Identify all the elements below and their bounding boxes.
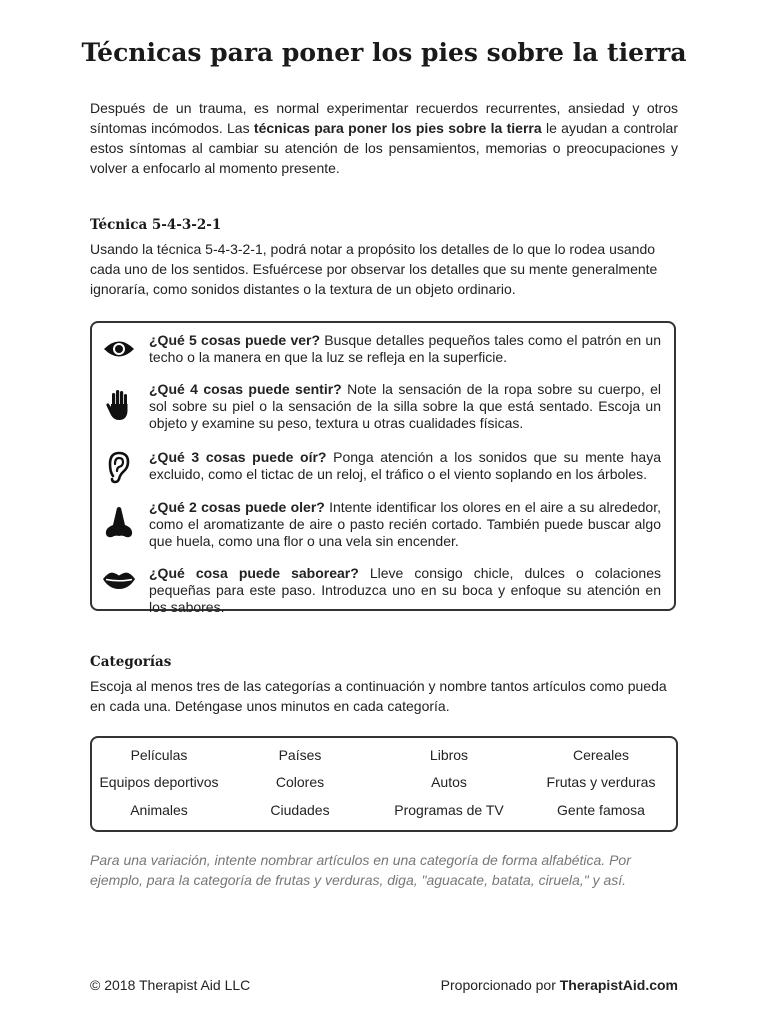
category-item: Animales bbox=[130, 802, 188, 818]
intro-bold-text: técnicas para poner los pies sobre la tierra bbox=[253, 120, 542, 136]
intro-paragraph bbox=[90, 98, 678, 178]
category-item: Colores bbox=[275, 774, 325, 790]
lips-icon bbox=[100, 570, 138, 590]
category-item: Gente famosa bbox=[557, 802, 645, 818]
category-item: Autos bbox=[431, 774, 467, 790]
sense-question: ¿Qué cosa puede saborear? bbox=[149, 565, 359, 581]
technique-text: Usando la técnica 5-4-3-2-1, podrá notar a propósito los detalles de lo que lo rodea usando cada uno de los sentidos. Esfuércese por observar los detalles que su mente generalmente ignoraría, como sonidos distantes o la textura de un objeto ordinario. bbox=[90, 241, 658, 297]
page-title: Técnicas para poner los pies sobre la tierra bbox=[81, 38, 687, 67]
sense-description: Note la sensación de la ropa sobre su cuerpo, el sol sobre su piel o la sensación de la silla sobre la que está sentado. Escoja un objeto y examine su peso, textura u otras cualidades físicas. bbox=[149, 381, 661, 431]
ear-icon bbox=[100, 450, 138, 484]
hand-icon bbox=[100, 387, 138, 421]
sense-question: ¿Qué 5 cosas puede ver? bbox=[149, 332, 321, 348]
sense-description: Ponga atención a los sonidos que su mente haya excluido, como el tictac de un reloj, el tráfico o el viento soplando en los árboles. bbox=[149, 449, 661, 482]
sense-question: ¿Qué 2 cosas puede oler? bbox=[149, 499, 325, 515]
senses-box bbox=[90, 321, 676, 615]
sense-description: Lleve consigo chicle, dulces o colaciones pequeñas para este paso. Introduzca uno en su boca y enfoque su atención en los sabores. bbox=[149, 565, 661, 615]
technique-heading: Técnica 5-4-3-2-1 bbox=[90, 217, 222, 233]
sense-question: ¿Qué 3 cosas puede oír? bbox=[149, 449, 327, 465]
category-item: Programas de TV bbox=[394, 802, 504, 818]
nose-icon bbox=[100, 507, 138, 539]
sense-description: Busque detalles pequeños tales como el patrón en un techo o la manera en que la luz se refleja en la superficie. bbox=[149, 332, 661, 365]
sense-description: Intente identificar los olores en el aire a su alrededor, como el aromatizante de aire o pasto recién cortado. También puede buscar algo que huela, como una flor o una vela sin encender. bbox=[149, 499, 661, 549]
category-item: Películas bbox=[130, 747, 188, 763]
categories-heading: Categorías bbox=[90, 654, 172, 670]
categories-text: Escoja al menos tres de las categorías a continuación y nombre tantos artículos como pueda en cada una. Deténgase unos minutos en cada categoría. bbox=[90, 678, 667, 714]
footer-provided-by bbox=[441, 977, 678, 993]
category-item: Países bbox=[278, 747, 322, 763]
footer-copyright: © 2018 Therapist Aid LLC bbox=[90, 977, 251, 993]
category-item: Ciudades bbox=[270, 802, 330, 818]
categories-box bbox=[90, 736, 678, 832]
footer-brand-link[interactable]: TherapistAid.com bbox=[559, 977, 678, 993]
sense-question: ¿Qué 4 cosas puede sentir? bbox=[149, 381, 342, 397]
variation-note: Para una variación, intente nombrar artículos en una categoría de forma alfabética. Por ejemplo, para la categoría de frutas y verduras, diga, "aguacate, batata, ciruela," y así. bbox=[90, 852, 631, 888]
category-item: Cereales bbox=[572, 747, 630, 763]
category-item: Libros bbox=[429, 747, 469, 763]
footer-provided-text: Proporcionado por bbox=[440, 977, 560, 993]
eye-icon bbox=[100, 338, 138, 360]
category-item: Equipos deportivos bbox=[99, 774, 219, 790]
intro-text-end: le ayudan a controlar estos síntomas al cambiar su atención de los pensamientos, memorias o preocupaciones y volver a enfocarlo al momento presente. bbox=[90, 120, 678, 176]
category-item: Frutas y verduras bbox=[546, 774, 656, 790]
intro-text: Después de un trauma, es normal experimentar recuerdos recurrentes, ansiedad y otros síntomas incómodos. Las bbox=[90, 100, 678, 136]
